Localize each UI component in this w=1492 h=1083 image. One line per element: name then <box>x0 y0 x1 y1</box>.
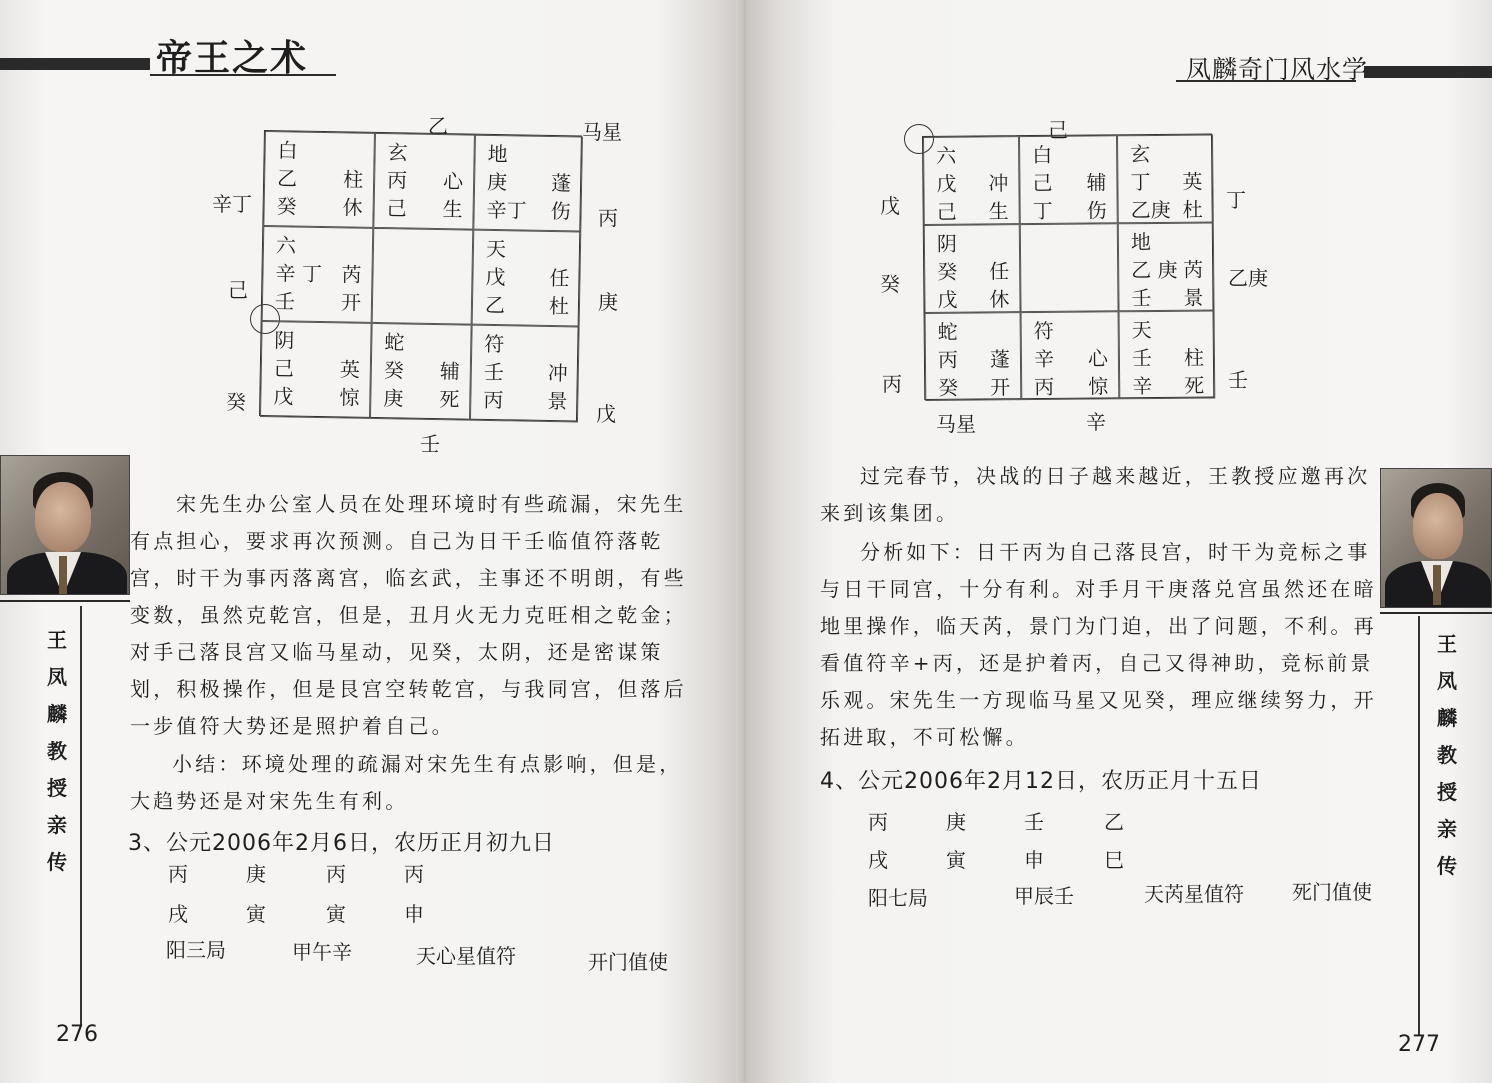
palace-god: 玄 <box>387 140 408 165</box>
palace-ml: 戊 <box>485 264 506 290</box>
chart-outer-right-2: 乙庚 <box>1228 266 1268 290</box>
ganzhi-stem: 庚 <box>246 862 266 886</box>
ganzhi-zhifu: 天心星值符 <box>416 944 516 968</box>
author-portrait-right <box>1380 468 1492 608</box>
palace-god: 天 <box>1131 318 1152 343</box>
palace-god: 天 <box>485 236 507 262</box>
chart-outer-right-2: 庚 <box>598 290 618 314</box>
palace-br: 景 <box>1183 285 1204 310</box>
palace-ml: 乙 <box>276 166 298 191</box>
ganzhi-stem: 丙 <box>168 862 188 886</box>
palace-bl: 戊 <box>937 287 958 312</box>
ganzhi-branche: 戌 <box>868 848 888 872</box>
palace-bl: 乙 <box>484 292 506 318</box>
palace-br: 休 <box>989 287 1010 312</box>
palace-mr: 蓬 <box>989 347 1011 372</box>
palace-ml: 壬 <box>1131 346 1153 371</box>
palace-bl: 戊 <box>273 384 294 409</box>
ganzhi-ju: 阳三局 <box>166 938 226 962</box>
palace-god: 玄 <box>1130 142 1151 167</box>
palace-ml: 辛 <box>1033 346 1055 372</box>
chart-outer-top-right: 马星 <box>582 120 622 144</box>
ganzhi-branche: 寅 <box>326 902 346 926</box>
paragraph-2: 小结：环境处理的疏漏对宋先生有点影响，但是，大趋势还是对宋先生有利。 <box>130 752 683 813</box>
palace-cell-4 <box>924 224 1021 313</box>
palace-mr: 辅 <box>1086 170 1107 195</box>
palace-br: 伤 <box>1086 198 1107 223</box>
palace-cell-6 <box>472 230 582 327</box>
palace-ml: 丁 <box>1130 170 1151 195</box>
paragraph-1: 宋先生办公室人员在处理环境时有些疏漏，宋先生有点担心，要求再次预测。自己为日干壬临值符落乾宫，时干为事丙落离宫，临玄武，主事还不明朗，有些变数，虽然克乾宫，但是，丑月火无力克旺相之乾金；对手己落艮宫又临马星动，见癸，太阴，还是密谋策划，积极操作，但是艮宫空转乾宫，与我同宫，但落后一步值符大势还是照护着自己。 <box>130 492 687 738</box>
side-name-char: 亲 <box>1437 817 1457 841</box>
palace-mr: 任 <box>549 266 570 291</box>
palace-br: 惊 <box>1088 374 1109 399</box>
side-vertical-line-right <box>1418 616 1420 1036</box>
palace-bl: 辛 <box>1132 374 1153 399</box>
side-name-char: 王 <box>47 628 67 652</box>
palace-br: 惊 <box>339 385 360 410</box>
palace-mr: 柱 <box>342 167 364 192</box>
palace-god: 蛇 <box>937 319 958 344</box>
palace-bl: 癸 <box>276 194 297 219</box>
paragraph-2: 分析如下：日干丙为自己落艮宫，时干为竞标之事与日干同宫，十分有利。对手月干庚落兑宫虽然还在暗地里操作，临天芮，景门为门迫，出了问题，不利。再看值符辛+丙，还是护着丙，自己又得神助，竞标前景乐观。宋先生一方现临马星又见癸，理应继续努力，开拓进取，不可松懈。 <box>820 540 1377 749</box>
palace-god: 六 <box>936 143 957 168</box>
author-portrait-left <box>0 455 130 595</box>
palace-br: 生 <box>988 199 1009 224</box>
palace-br: 景 <box>547 388 568 414</box>
ganzhi-stem: 壬 <box>1024 810 1044 834</box>
side-name-char: 授 <box>1437 780 1457 804</box>
palace-god: 地 <box>1130 230 1152 255</box>
palace-god: 白 <box>277 138 298 163</box>
palace-ml: 辛 丁 <box>275 261 323 287</box>
palace-cell-8 <box>1021 311 1120 400</box>
ganzhi-xun: 甲午辛 <box>292 940 352 964</box>
palace-cell-8 <box>370 323 472 421</box>
palace-mr: 冲 <box>547 360 569 386</box>
ganzhi-stem: 乙 <box>1104 810 1124 834</box>
chart-outer-bottom: 壬 <box>420 432 440 456</box>
palace-cell-2 <box>373 133 475 230</box>
paragraph-1: 过完春节，决战的日子越来越近，王教授应邀再次来到该集团。 <box>820 464 1371 525</box>
chart-outer-top: 乙 <box>428 114 448 138</box>
palace-br: 开 <box>990 375 1011 400</box>
palace-cell-7 <box>925 312 1022 401</box>
side-vertical-line-left <box>80 606 82 1026</box>
palace-cell-1 <box>263 131 375 228</box>
qimen-chart-right <box>922 133 1214 400</box>
ganzhi-zhishi: 开门值使 <box>588 950 668 974</box>
palace-ml: 癸 <box>937 259 958 284</box>
palace-cell-2 <box>1019 135 1118 224</box>
palace-ml: 戊 <box>936 171 957 196</box>
palace-cell-1 <box>923 136 1020 225</box>
ganzhi-zhishi: 死门值使 <box>1292 880 1372 904</box>
palace-bl: 丙 <box>1034 374 1055 400</box>
right-page <box>746 0 1492 1083</box>
qimen-chart-left <box>259 130 582 422</box>
palace-bl: 丁 <box>1032 198 1053 224</box>
palace-mr: 芮 <box>1183 257 1204 282</box>
chart-outer-top: 己 <box>1048 118 1068 142</box>
side-name-char: 教 <box>47 739 67 763</box>
page-number: 277 <box>1398 1032 1440 1057</box>
header-title: 帝王之术 <box>156 37 309 79</box>
side-name-char: 麟 <box>1437 706 1457 730</box>
side-name-char: 凤 <box>1437 669 1457 693</box>
palace-god: 符 <box>484 331 505 357</box>
side-name-char: 传 <box>1437 854 1457 878</box>
chart-outer-left-2: 癸 <box>880 272 900 296</box>
palace-ml: 壬 <box>483 359 505 385</box>
palace-bl: 己 <box>936 199 957 224</box>
side-name-char: 授 <box>47 776 67 800</box>
palace-god: 白 <box>1032 142 1053 168</box>
header-bar-right <box>1364 66 1492 78</box>
palace-cell-9 <box>470 325 580 423</box>
ganzhi-xun: 甲辰壬 <box>1014 884 1074 908</box>
ganzhi-branche: 申 <box>404 902 424 926</box>
chart-outer-right-1: 丁 <box>1226 188 1246 212</box>
palace-br: 开 <box>340 290 362 315</box>
palace-br: 杜 <box>548 294 570 319</box>
chart-outer-left-3: 癸 <box>226 390 246 414</box>
palace-bl: 庚 <box>383 386 404 411</box>
palace-ml: 癸 <box>383 358 405 383</box>
side-name-char: 凤 <box>47 665 67 689</box>
palace-mr: 心 <box>1087 346 1109 371</box>
chart-outer-left-1: 辛丁 <box>212 192 252 216</box>
portrait-rule-right <box>1380 612 1492 614</box>
palace-god: 符 <box>1033 318 1054 344</box>
ganzhi-ju: 阳七局 <box>868 886 928 910</box>
palace-ml: 己 <box>1032 170 1053 196</box>
header-bar-left <box>0 58 150 70</box>
palace-br: 休 <box>342 195 363 220</box>
palace-god: 六 <box>275 233 297 258</box>
side-name-char: 麟 <box>47 702 67 726</box>
palace-ml: 己 <box>273 356 295 381</box>
chart-outer-left-3: 丙 <box>882 372 902 396</box>
palace-god: 地 <box>487 141 508 167</box>
palace-god: 阴 <box>936 231 958 256</box>
palace-br: 杜 <box>1182 197 1203 222</box>
palace-bl: 乙庚 <box>1130 197 1171 223</box>
header-title: 凤麟奇门风水学 <box>1186 55 1369 84</box>
section-heading-3: 3、公元2006年2月6日，农历正月初九日 <box>128 831 555 856</box>
side-name-char: 亲 <box>47 813 67 837</box>
ganzhi-branche: 巳 <box>1104 848 1124 872</box>
ganzhi-stem: 丙 <box>868 810 888 834</box>
side-name-char: 传 <box>47 850 67 874</box>
page-number: 276 <box>56 1022 98 1047</box>
chart-outer-right-3: 壬 <box>1228 368 1248 392</box>
palace-cell-6 <box>1118 222 1215 311</box>
palace-br: 伤 <box>550 199 571 224</box>
ganzhi-zhifu: 天芮星值符 <box>1144 882 1244 906</box>
palace-mr: 柱 <box>1183 345 1205 370</box>
palace-br: 死 <box>1184 373 1205 398</box>
palace-ml: 乙 庚 <box>1131 257 1178 283</box>
palace-bl: 壬 <box>274 289 296 314</box>
palace-cell-5 <box>372 228 474 325</box>
palace-god: 蛇 <box>384 330 405 355</box>
side-name-char: 教 <box>1437 743 1457 767</box>
palace-mr: 冲 <box>988 171 1009 196</box>
palace-mr: 英 <box>1182 169 1203 194</box>
portrait-rule-left <box>0 600 130 602</box>
palace-bl: 己 <box>386 196 407 221</box>
palace-mr: 心 <box>442 169 464 194</box>
palace-mr: 英 <box>339 357 361 382</box>
palace-br: 生 <box>442 197 463 222</box>
palace-cell-9 <box>1119 310 1216 399</box>
palace-mr: 蓬 <box>550 171 572 196</box>
ganzhi-stem: 丙 <box>404 862 424 886</box>
ganzhi-stem: 庚 <box>946 810 966 834</box>
palace-cell-4 <box>262 226 374 323</box>
chart-outer-bottom: 辛 <box>1086 410 1106 434</box>
palace-god: 阴 <box>274 328 295 353</box>
palace-bl: 丙 <box>483 387 504 413</box>
palace-mr: 辅 <box>439 359 461 384</box>
palace-mr: 芮 <box>341 262 362 287</box>
palace-mr: 任 <box>989 259 1010 284</box>
chart-outer-left-1: 戊 <box>880 194 900 218</box>
ganzhi-branche: 戌 <box>168 902 188 926</box>
palace-ml: 庚 <box>486 169 508 195</box>
ganzhi-stem: 丙 <box>326 862 346 886</box>
chart-outer-right-1: 丙 <box>598 206 618 230</box>
palace-cell-3 <box>1117 134 1214 223</box>
side-name-char: 王 <box>1437 632 1457 656</box>
chart-outer-right-3: 戊 <box>596 402 616 426</box>
chart-outer-left-2: 己 <box>228 278 248 302</box>
ganzhi-branche: 寅 <box>246 902 266 926</box>
palace-bl: 壬 <box>1131 286 1152 311</box>
palace-cell-3 <box>473 135 583 232</box>
palace-br: 死 <box>439 387 460 412</box>
palace-bl: 辛丁 <box>486 197 527 223</box>
ganzhi-branche: 寅 <box>946 848 966 872</box>
palace-cell-5 <box>1020 223 1119 312</box>
side-author-name <box>42 622 72 881</box>
side-author-name <box>1432 626 1462 885</box>
section-heading-4: 4、公元2006年2月12日，农历正月十五日 <box>820 769 1262 794</box>
palace-ml: 丙 <box>386 168 408 193</box>
ganzhi-branche: 申 <box>1024 848 1044 872</box>
palace-ml: 丙 <box>937 347 959 372</box>
chart-outer-bottom-left: 马星 <box>936 412 976 436</box>
palace-cell-7 <box>260 321 372 419</box>
palace-bl: 癸 <box>938 375 959 400</box>
